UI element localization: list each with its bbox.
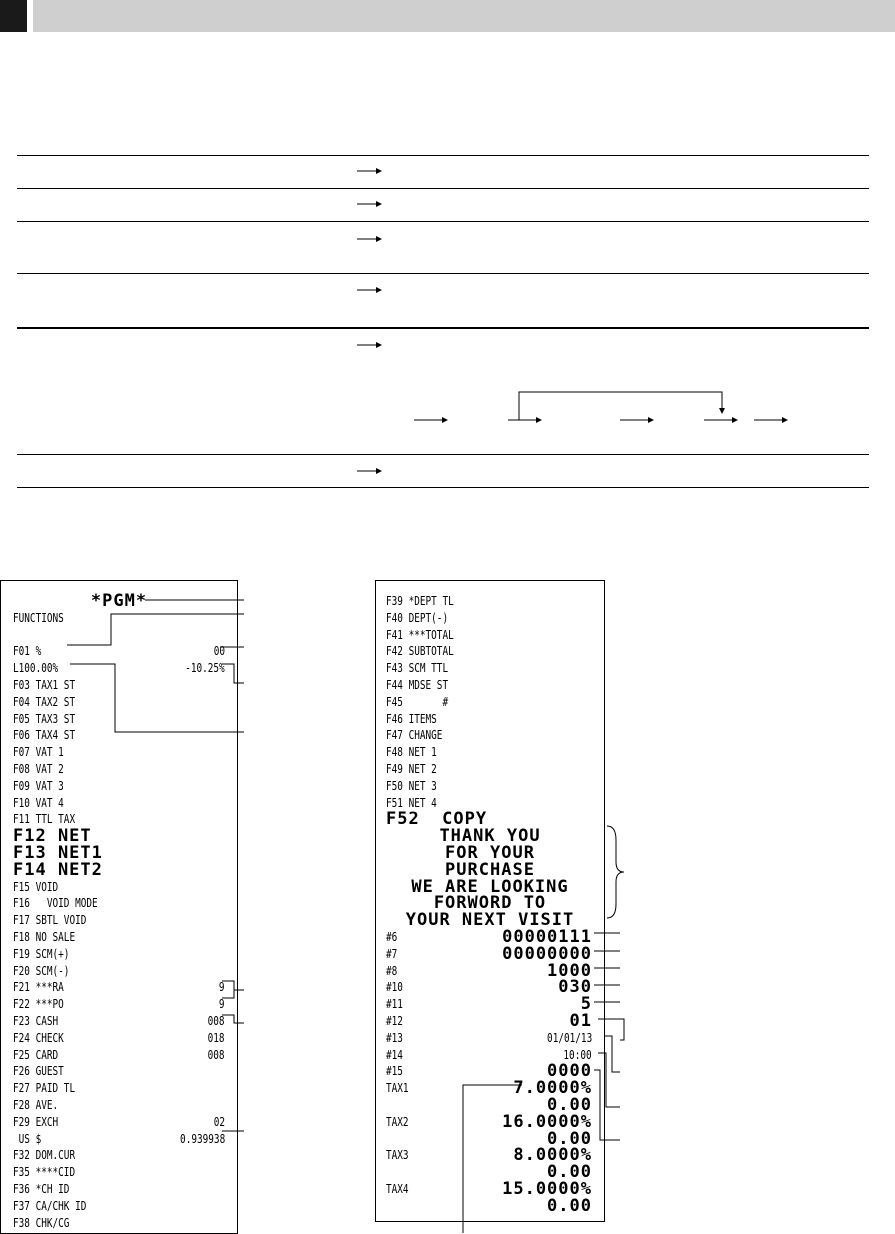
receipt-label: #8: [386, 962, 398, 978]
receipt-label: F39 *DEPT TL: [386, 593, 454, 608]
receipt-label: F46 ITEMS: [386, 710, 437, 726]
receipt-value: 00: [213, 643, 225, 659]
receipt-label: F41 ***TOTAL: [386, 626, 454, 642]
receipt-message: YOUR NEXT VISIT: [405, 910, 575, 931]
receipt-label: F21 ***RA: [13, 979, 64, 995]
receipt-label: F24 CHECK: [13, 1029, 64, 1045]
receipt-label: F09 VAT 3: [13, 777, 64, 793]
receipt-label: F10 VAT 4: [13, 794, 64, 810]
receipt-label: #14: [386, 1046, 403, 1062]
receipt-label: F50 NET 3: [386, 777, 437, 793]
receipt-label: TAX1: [386, 1080, 409, 1096]
receipt-label: F13 NET1: [13, 843, 103, 863]
receipt-label: F11 TTL TAX: [13, 811, 76, 827]
receipt-value: 10:00: [563, 1046, 592, 1062]
receipt-value: 00000111: [502, 927, 592, 947]
receipt-label: F37 CA/CHK ID: [13, 1197, 87, 1213]
receipt-label: #7: [386, 945, 398, 961]
receipt-label: F17 SBTL VOID: [13, 912, 87, 928]
receipt-label: F43 SCM TTL: [386, 660, 449, 676]
receipt-label: F20 SCM(-): [13, 962, 70, 978]
receipt-label: F40 DEPT(-): [386, 609, 449, 625]
receipt-label: #12: [386, 1013, 403, 1028]
receipt-label: F29 EXCH: [13, 1113, 59, 1129]
receipt-value: 030: [558, 977, 592, 998]
receipt-label: F06 TAX4 ST: [13, 727, 76, 743]
receipt-value: 1000: [547, 960, 592, 981]
receipt-label: F48 NET 1: [386, 744, 437, 760]
receipt-label: F42 SUBTOTAL: [386, 643, 454, 659]
receipt-value: -10.25%: [185, 660, 225, 676]
receipt-label: TAX4: [386, 1181, 409, 1196]
receipt-value: 0.939938: [179, 1130, 225, 1146]
receipt-label: F08 VAT 2: [13, 761, 64, 776]
receipt-label: F27 PAID TL: [13, 1080, 76, 1096]
receipt-label: #15: [386, 1063, 403, 1079]
receipt-label: #10: [386, 979, 403, 995]
receipt-value: 008: [208, 1013, 225, 1028]
receipt-label: #11: [386, 996, 403, 1012]
receipt-value: 01: [569, 1011, 592, 1031]
receipt-value: 0.00: [547, 1195, 592, 1216]
receipt-label: F49 NET 2: [386, 761, 437, 776]
receipt-value: 0.00: [547, 1095, 592, 1115]
receipt-label: F44 MDSE ST: [386, 677, 449, 692]
receipt-label: F36 *CH ID: [13, 1181, 70, 1196]
receipt-label: F32 DOM.CUR: [13, 1147, 76, 1163]
receipt-message: FORWORD TO: [433, 893, 547, 914]
receipt-label: L100.00%: [13, 660, 59, 676]
receipt-value: 8.0000%: [513, 1145, 592, 1166]
receipt-label: US $: [13, 1130, 42, 1146]
receipt-value: 00000000: [502, 943, 592, 964]
receipt-label: F52 COPY: [386, 809, 488, 830]
receipt-label: F16 VOID MODE: [13, 895, 98, 911]
receipt-value: 0.00: [547, 1128, 592, 1149]
receipt-label: FUNCTIONS: [13, 609, 64, 625]
receipt-label: F28 AVE.: [13, 1097, 59, 1112]
receipt-label: F35 ****CID: [13, 1164, 76, 1180]
receipt-label: F23 CASH: [13, 1013, 59, 1028]
receipt-label: F14 NET2: [13, 859, 103, 880]
receipt-label: F03 TAX1 ST: [13, 677, 76, 692]
receipt-label: F18 NO SALE: [13, 929, 76, 944]
receipt-label: F05 TAX3 ST: [13, 710, 76, 726]
receipt-label: F47 CHANGE: [386, 727, 443, 743]
receipt-label: F12 NET: [13, 826, 92, 847]
receipt-label: F45 #: [386, 693, 449, 709]
receipt-value: 5: [580, 994, 592, 1015]
receipt-label: #6: [386, 929, 398, 944]
receipt-message: FOR YOUR: [445, 843, 535, 863]
receipt-label: F01 %: [13, 643, 42, 659]
receipt-title: *PGM*: [90, 591, 148, 611]
receipt-label: #13: [386, 1029, 403, 1045]
receipt-value: 008: [208, 1046, 225, 1062]
receipt-label: TAX3: [386, 1147, 409, 1163]
receipt-label: F19 SCM(+): [13, 945, 70, 961]
receipt-message: WE ARE LOOKING: [411, 876, 569, 897]
receipt-value: 01/01/13: [546, 1029, 592, 1045]
receipt-label: F26 GUEST: [13, 1063, 64, 1079]
receipt-value: 16.0000%: [502, 1111, 592, 1132]
receipt-label: F25 CARD: [13, 1046, 59, 1062]
receipt-value: 018: [208, 1029, 225, 1045]
receipt-value: 7.0000%: [513, 1078, 592, 1099]
receipt-label: F38 CHK/CG: [13, 1214, 70, 1230]
receipt-label: F51 NET 4: [386, 794, 437, 810]
receipt-label: F07 VAT 1: [13, 744, 64, 760]
receipt-value: 9: [219, 979, 225, 995]
receipt-label: F04 TAX2 ST: [13, 693, 76, 709]
receipt-label: F22 ***PO: [13, 996, 64, 1012]
receipt-value: 0.00: [547, 1162, 592, 1183]
receipt-value: 02: [213, 1113, 225, 1129]
receipt-value: 9: [219, 996, 225, 1012]
receipt-message: THANK YOU: [439, 826, 541, 847]
receipt-message: PURCHASE: [445, 859, 535, 880]
receipt-label: F15 VOID: [13, 878, 59, 894]
receipt-value: 15.0000%: [502, 1179, 592, 1199]
receipt-value: 0000: [547, 1061, 592, 1082]
receipt-label: TAX2: [386, 1113, 409, 1129]
